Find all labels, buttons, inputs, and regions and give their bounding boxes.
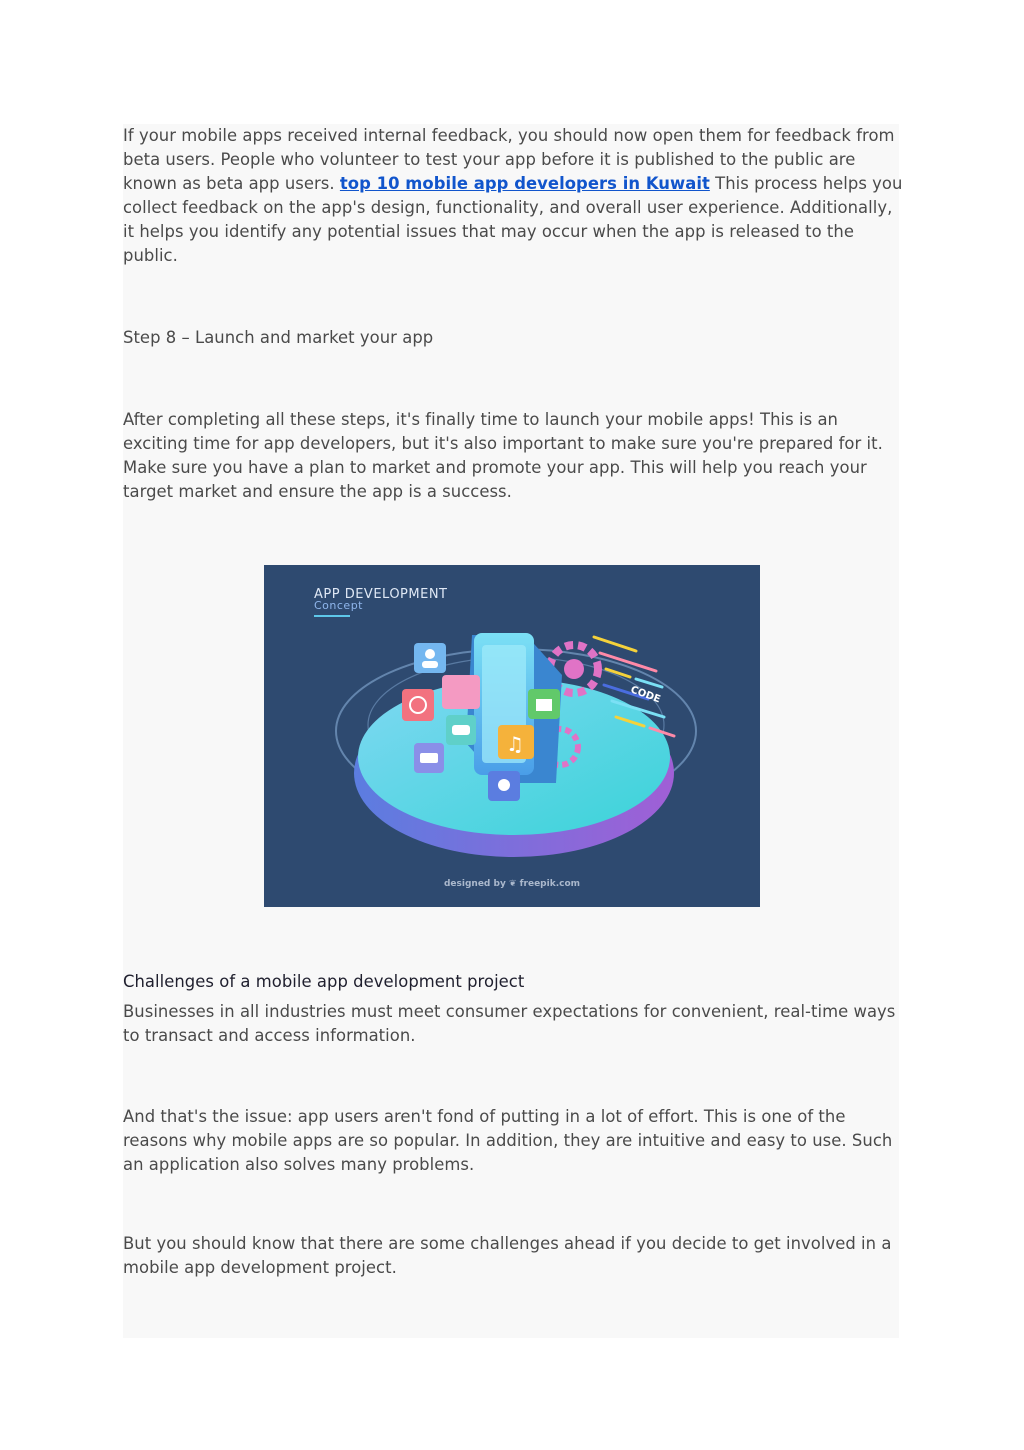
illustration-subtitle: Concept (314, 599, 363, 612)
challenges-heading: Challenges of a mobile app development project (123, 972, 525, 991)
launch-paragraph: After completing all these steps, it's finally time to launch your mobile apps! This is an exciting time for app developers, but it's also important to make sure you're prepared for it. Make sure you have a plan to market and promote your app. This will help you reach your target market and ensure the app is a success. (123, 410, 883, 501)
step-8-heading: Step 8 – Launch and market your app (123, 328, 434, 347)
effort-paragraph: And that's the issue: app users aren't fond of putting in a lot of effort. This is one of the reasons why mobile apps are so popular. In addition, they are intuitive and easy to use. Such an application also solves many problems. (123, 1107, 893, 1174)
kuwait-developers-link[interactable]: top 10 mobile app developers in Kuwait (339, 174, 710, 193)
beta-users-paragraph (123, 124, 903, 268)
paragraph-text: If your mobile apps received internal feedback, you should now open them for feedback from beta users. People who volunteer to test your app before it is published to the public are known as beta app users. (123, 126, 895, 193)
svg-text:♫: ♫ (506, 732, 524, 756)
paragraph-text: This process helps you collect feedback on the app's design, functionality, and overall user experience. Additionally, it helps you identify any potential issues that may occur when the app is released to the public. (123, 174, 903, 265)
freepik-credit: designed by ❦ freepik.com (443, 879, 581, 889)
illustration-title: APP DEVELOPMENT (314, 587, 448, 602)
challenges-paragraph: But you should know that there are some challenges ahead if you decide to get involved in a mobile app development project. (123, 1234, 892, 1277)
businesses-paragraph: Businesses in all industries must meet consumer expectations for convenient, real-time ways to transact and access information. (123, 1002, 896, 1045)
illustration-title-underline (314, 615, 350, 617)
article-content (123, 124, 903, 1338)
code-label: CODE (628, 684, 662, 706)
app-development-illustration (264, 565, 760, 907)
